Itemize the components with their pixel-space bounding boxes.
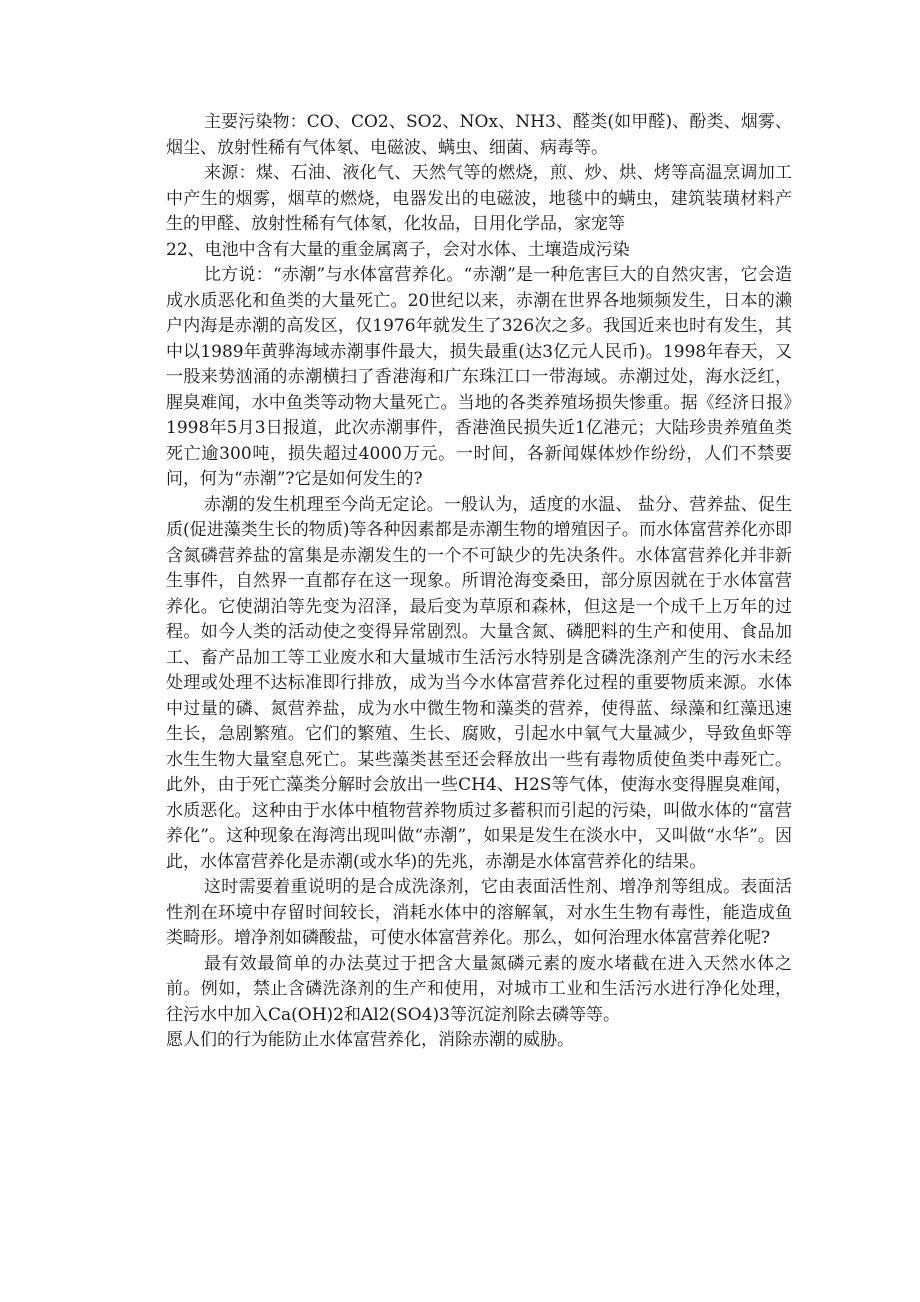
paragraph-solution: 最有效最简单的办法莫过于把含大量氮磷元素的废水堵截在进入天然水体之前。例如，禁止含磷洗涤剂的生产和使用，对城市工业和生活污水进行净化处理，往污水中加入Ca(OH)2和Al2(SO4)3等沉淀剂除去磷等等。 xyxy=(166,953,792,1025)
paragraph-red-tide-mechanism: 赤潮的发生机理至今尚无定论。一般认为，适度的水温、 盐分、营养盐、促生质(促进藻类生长的物质)等各种因素都是赤潮生物的增殖因子。而水体富营养化亦即含氮磷营养盐的富集是赤潮发生的一个不可缺少的先决条件。水体富营养化并非新生事件，自然界一直都存在这一现象。所谓沧海变桑田，部分原因就在于水体富营养化。它使湖泊等先变为沼泽，最后变为草原和森林，但这是一个成千上万年的过程。如今人类的活动使之变得异常剧烈。大量含氮、磷肥料的生产和使用、食品加工、畜产品加工等工业废水和大量城市生活污水特别是含磷洗涤剂产生的污水未经处理或处理不达标准即行排放，成为当今水体富营养化过程的重要物质来源。水体中过量的磷、氮营养盐，成为水中微生物和藻类的营养，使得蓝、绿藻和红藻迅速生长，急剧繁殖。它们的繁殖、生长、腐败，引起水中氧气大量减少，导致鱼虾等水生生物大量窒息死亡。某些藻类甚至还会释放出一些有毒物质使鱼类中毒死亡。此外，由于死亡藻类分解时会放出一些CH4、H2S等气体，使海水变得腥臭难闻，水质恶化。这种由于水体中植物营养物质过多蓄积而引起的污染，叫做水体的“富营养化”。这种现象在海湾出现叫做“赤潮”，如果是发生在淡水中，又叫做“水华”。因此，水体富营养化是赤潮(或水华)的先兆，赤潮是水体富营养化的结果。 xyxy=(166,494,792,872)
paragraph-red-tide-intro: 比方说：“赤潮”与水体富营养化。“赤潮”是一种危害巨大的自然灾害，它会造成水质恶化和鱼类的大量死亡。20世纪以来，赤潮在世界各地频频发生，日本的濑户内海是赤潮的高发区，仅1976年就发生了326次之多。我国近来也时有发生，其中以1989年黄骅海域赤潮事件最大，损失最重(达3亿元人民币)。1998年春天，又一股来势汹涌的赤潮横扫了香港海和广东珠江口一带海域。赤潮过处，海水泛红，腥臭难闻，水中鱼类等动物大量死亡。当地的各类养殖场损失惨重。据《经济日报》1998年5月3日报道，此次赤潮事件，香港渔民损失近1亿港元；大陆珍贵养殖鱼类死亡逾300吨，损失超过4000万元。一时间，各新闻媒体炒作纷纷，人们不禁要问，何为“赤潮”?它是如何发生的? xyxy=(166,265,792,489)
paragraph-sources: 来源：煤、石油、液化气、天然气等的燃烧，煎、炒、烘、烤等高温烹调加工中产生的烟雾，烟草的燃烧，电器发出的电磁波，地毯中的螨虫，建筑装璜材料产生的甲醛、放射性稀有气体氡，化妆品，日用化学品，家宠等 xyxy=(166,163,792,234)
paragraph-detergent: 这时需要着重说明的是合成洗涤剂，它由表面活性剂、增净剂等组成。表面活性剂在环境中存留时间较长，消耗水体中的溶解氧，对水生生物有毒性，能造成鱼类畸形。增净剂如磷酸盐，可使水体富营养化。那么，如何治理水体富营养化呢? xyxy=(166,877,792,948)
document-body xyxy=(166,110,792,1054)
paragraph-battery: 22、电池中含有大量的重金属离子，会对水体、土壤造成污染 xyxy=(166,239,630,260)
paragraph-closing: 愿人们的行为能防止水体富营养化，消除赤潮的威胁。 xyxy=(166,1030,574,1050)
paragraph-pollutants: 主要污染物：CO、CO2、SO2、NOx、NH3、醛类(如甲醛)、酚类、烟雾、烟尘、放射性稀有气体氡、电磁波、螨虫、细菌、病毒等。 xyxy=(166,112,792,158)
